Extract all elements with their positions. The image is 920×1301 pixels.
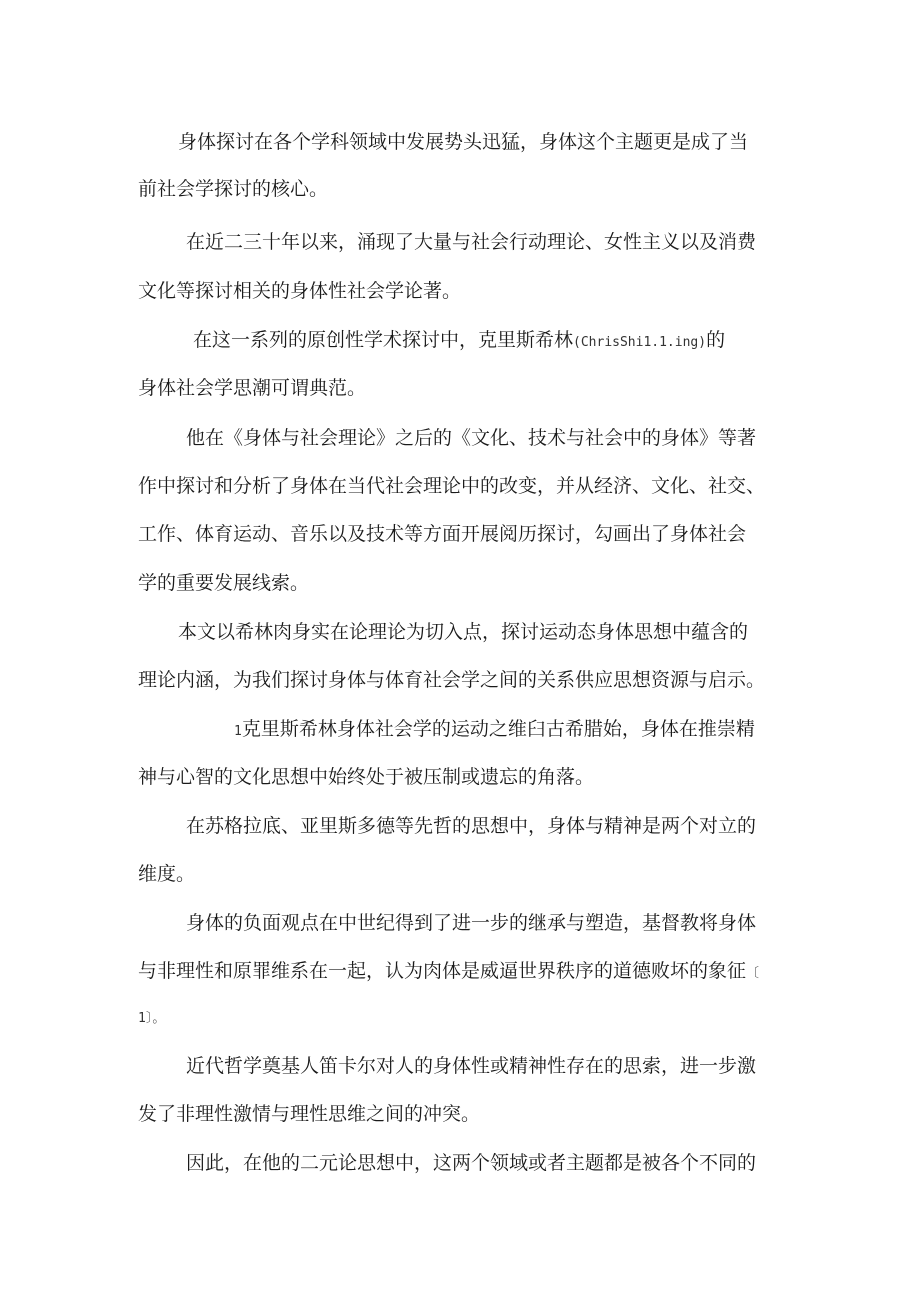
text-line: 在近二三十年以来，涌现了大量与社会行动理论、女性主义以及消费	[186, 231, 757, 253]
text-segment: 克里斯希林身体社会学的运动之维臼古希腊始，身体在推崇精	[241, 718, 755, 740]
text-line: 本文以希林肉身实在论理论为切入点，探讨运动态身体思想中蕴含的	[178, 621, 749, 643]
text-line	[138, 959, 759, 986]
text-line	[234, 717, 755, 744]
text-line: 他在《身体与社会理论》之后的《文化、技术与社会中的身体》等著	[186, 427, 757, 449]
text-segment: 的	[706, 329, 726, 351]
text-line: 身体社会学思潮可谓典范。	[138, 377, 367, 399]
text-line: 身体的负面观点在中世纪得到了进一步的继承与塑造，基督教将身体	[186, 912, 757, 934]
text-line: 前社会学探讨的核心。	[138, 178, 329, 200]
text-line: 在苏格拉底、亚里斯多德等先哲的思想中，身体与精神是两个对立的	[186, 815, 757, 837]
text-line	[138, 1004, 165, 1031]
citation-end: 1〕。	[138, 1011, 166, 1026]
text-line: 作中探讨和分析了身体在当代社会理论中的改变，并从经济、文化、社交、	[138, 475, 766, 497]
text-line: 发了非理性激情与理性思维之间的冲突。	[138, 1103, 481, 1125]
text-line: 工作、体育运动、音乐以及技术等方面开展阅历探讨，勾画出了身体社会	[138, 523, 747, 545]
text-line: 文化等探讨相关的身体性社会学论著。	[138, 280, 462, 302]
text-line	[193, 328, 725, 355]
text-line: 身体探讨在各个学科领域中发展势头迅猛，身体这个主题更是成了当	[178, 131, 749, 153]
text-line: 近代哲学奠基人笛卡尔对人的身体性或精神性存在的思索，进一步激	[186, 1055, 757, 1077]
citation-bracket: 〔	[746, 966, 760, 981]
text-line: 学的重要发展线索。	[138, 572, 310, 594]
text-segment: 与非理性和原罪维系在一起，认为肉体是威逼世界秩序的道德败坏的象征	[138, 960, 747, 982]
english-name: (ChrisShi1.1.ing)	[573, 335, 707, 350]
text-line: 理论内涵，为我们探讨身体与体育社会学之间的关系供应思想资源与启示。	[138, 669, 766, 691]
text-line: 神与心智的文化思想中始终处于被压制或遗忘的角落。	[138, 766, 595, 788]
text-line: 因此，在他的二元论思想中，这两个领域或者主题都是被各个不同的	[186, 1152, 757, 1174]
text-segment: 在这一系列的原创性学术探讨中，克里斯希林	[193, 329, 574, 351]
section-number: 1	[234, 724, 242, 739]
text-line: 维度。	[138, 863, 196, 885]
